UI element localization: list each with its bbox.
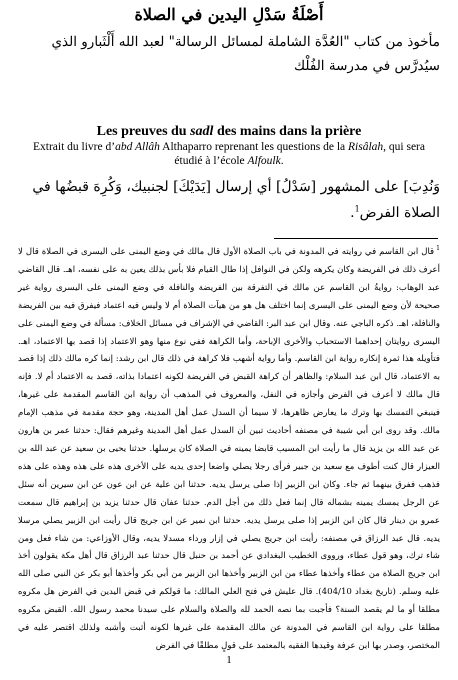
footnote — [18, 244, 440, 656]
arabic-title: أَصْلَةُ سَدْلِ اليدين في الصلاة — [134, 5, 324, 24]
french-subtitle-end: . — [280, 155, 284, 167]
french-title-prefix: Les preuves du — [96, 124, 191, 139]
page-number: 1 — [226, 654, 232, 666]
footnote-separator — [274, 238, 438, 239]
french-subtitle — [22, 140, 436, 168]
arabic-paragraph-text: وَنُدِبَ] على المشهور [سَدْلُ] أي إرسال [يَدَيْكَ] لجنبيك، وَكُرِهَ قبضُها في الصلاة الفرض — [32, 179, 440, 221]
french-title-term: sadl — [190, 124, 214, 139]
french-subtitle-school: Alfoulk — [247, 155, 281, 167]
footnote-marker: 1 — [436, 245, 440, 253]
french-subtitle-part3: , qui sera étudié à l’école — [174, 141, 425, 167]
arabic-subtitle: مأخوذ من كتاب "العُدَّة الشاملة لمسائل الرسالة" لعبد الله أَلْثَبارو الذي سيُدرَّس في مدرسة الفُلْك — [51, 34, 440, 74]
footnote-text: قال ابن القاسم في روايته في المدونة في باب الصلاة الأول قال مالك في وضع اليمنى على اليسرى في الصلاة قال لا أعرف ذلك في الفريضة وكان يكرهه ولكن في النوافل إذا طال القيام فلا بأس بذلك يعين به على نفسه، اهـ. قال القاضي عبد الوهاب: روايةُ ابن القاسم عن مالك في التفرقة بين الفريضة والنافلة في وضع اليمنى على اليسرى رواية غير صحيحة لأن وضع اليمنى على اليسرى إنما اختلف هل هو من هيآت الصلاة أم لا وليس فيه اعتماد فيفرق فيه بين الفريضة والنافلة، اهـ. ذكره الباجي عنه. وقال ابن عبد البر: القاضي في الإشراف في مسائل الخلاف: مسألة في وضع اليمنى على اليسرى روايتان إحداهما الاستحباب والأخرى الإباحة، وأما الكراهة ففي نوع منها وهو الاعتماد إذا قصد بها الاعتماد، اهـ. فتأويله هذا ثمرة إنكاره رواية ابن القاسم. وأما رواية أشهب فلا كراهة في ذلك قال ابن رشد: إنما كره مالك ذلك إذا قصد به الاعتماد، قال ابن عبد السلام: والظاهر أن كراهة القبض في الفريضة لكونه اعتمادا بذاته، قصد به الاعتماد أم لا. فإنه قال مالك لا أعرف في الفرض وأجازه في النفل، والمعروف في المذهب أن رواية ابن القاسم المقدمة على غيرها، فينبغي التمسك بها وترك ما يعارض ظاهرها، لا سيما أن السدل عمل أهل المدينة، وهو حجة مقدمة في مذهب الإمام مالك. وقد روى ابن أبي شيبة في مصنفه أحاديث تبين أن السدل عمل أهل المدينة وغيرهم فقال: حدثنا عمر بن هارون عن عبد الله بن يزيد قال ما رأيت ابن المسيب قابضا يمينه في الصلاة كان يرسلها. حدثنا يحيى بن سعيد عن عبد الله بن العيزار قال كنت أطوف مع سعيد بن جبير فرأى رجلا يصلي واضعا إحدى يديه على الأخرى هذه على هذه وهذه على هذه فذهب ففرق بينهما ثم جاء. وكان ابن الزبير إذا صلى يرسل يديه. حدثنا ابن علية عن ابن عون عن ابن سيرين أنه سئل عن الرجل يمسك يمينه بشماله قال إنما فعل ذلك من أجل الدم. حدثنا عفان قال حدثنا يزيد بن إبراهيم قال سمعت عمرو بن دينار قال كان ابن الزبير إذا صلى يرسل يديه. حدثنا ابن نمير عن ابن جريج قال رأيت ابن الزبير يصلي مرسلا يديه. قال عبد الرزاق في مصنفه: رأيت ابن جريج يصلي في إزار ورداء مسدلا يديه، وقال الأوزاعي: من شاء فعل ومن شاء ترك، وهو قول عطاء، ورووى الخطيب البغدادي عن أحمد بن حنبل قال حدثنا عبد الرزاق قال أهل مكة يقولون أخذ ابن جريج الصلاة من عطاء وأخذها عطاء من ابن الزبير وأخذها ابن الزبير من أبي بكر وأخذها أبو بكر عن النبي صلى الله عليه وسلم. (تاريخ بغداد 404/10). قال عليش في فتح العلي المالك: ما قولكم في قبض اليدين في الفرض هل مكروه مطلقا أو ما لم يقصد السنة؟ فأجبت بما نصه الحمد لله والصلاة والسلام على سيدنا محمد رسول الله. القبض مكروه مطلقا على رواية ابن القاسم في المدونة عن مالك المقدمة على غيرها لكونه أثبت وأشبه ولذلك اقتصر عليه في المختصر، وصدر بها ابن عرفة وقيدها الفقيه بالمعتمد على قولٍ مطلقًا في الفرض — [18, 247, 440, 651]
french-title — [20, 124, 438, 140]
french-subtitle-part1: Extrait du livre d’ — [33, 141, 116, 153]
french-subtitle-part2: Althaparro reprenant les questions de la — [159, 141, 349, 153]
french-subtitle-book: Risâlah — [348, 141, 384, 153]
french-title-suffix: des mains dans la prière — [213, 124, 362, 139]
footnote-reference[interactable]: 1 — [354, 204, 360, 214]
french-subtitle-author: abd Allâh — [115, 141, 160, 153]
arabic-paragraph-end: . — [350, 205, 355, 221]
arabic-main-paragraph — [18, 174, 440, 226]
